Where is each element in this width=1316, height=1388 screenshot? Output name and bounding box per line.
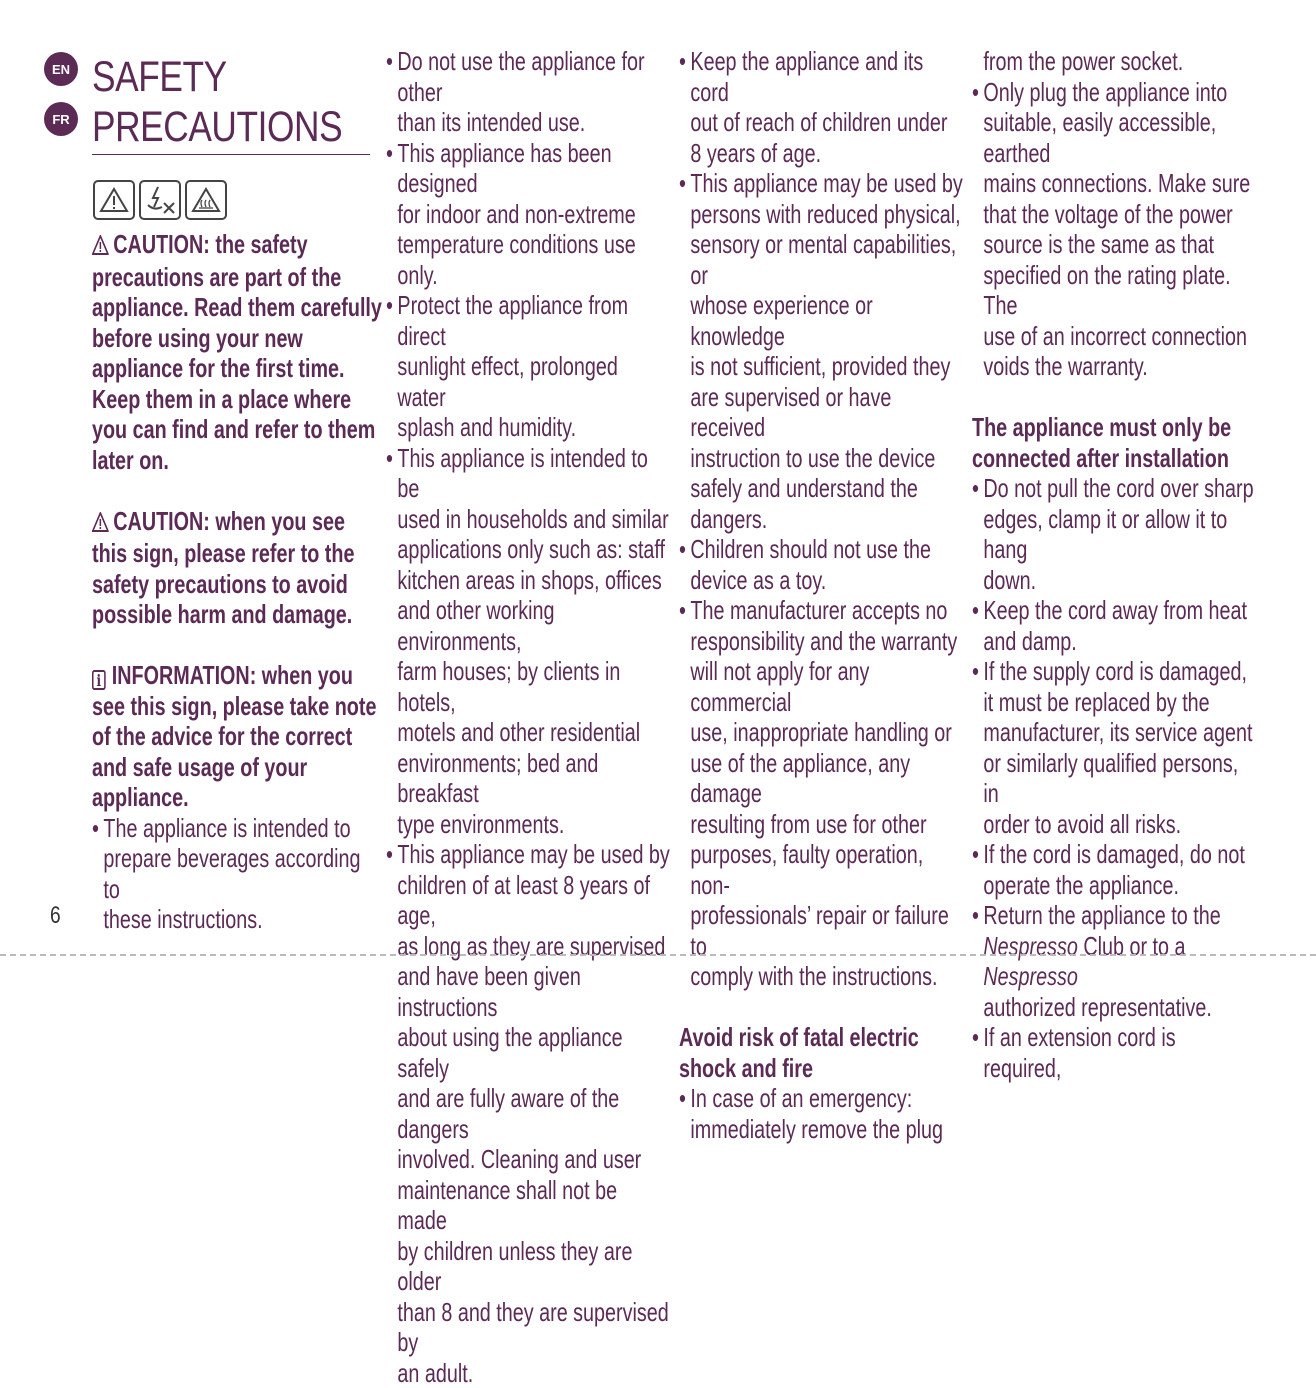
bullet-continuation: than 8 and they are supervised by xyxy=(386,1297,671,1358)
bullet-item: • Children should not use the xyxy=(679,534,964,565)
page-bottom-border xyxy=(0,954,1316,956)
heading-line: connected after installation xyxy=(972,443,1257,474)
bullet-continuation: out of reach of children under xyxy=(679,107,964,138)
bullet-item: • Keep the cord away from heat xyxy=(972,595,1257,626)
bullet-item: • This appliance is intended to be xyxy=(386,443,671,504)
warning-icon xyxy=(92,508,109,539)
language-badge-en[interactable]: EN xyxy=(44,52,78,86)
warning-icon xyxy=(92,231,109,262)
bullet-continuation: is not sufficient, provided they xyxy=(679,351,964,382)
bullet-item: • Do not use the appliance for other xyxy=(386,46,671,107)
information-icon: i xyxy=(92,670,106,690)
bullet-item: • Protect the appliance from direct xyxy=(386,290,671,351)
bullet-continuation: kitchen areas in shops, offices xyxy=(386,565,671,596)
bullet-continuation: responsibility and the warranty xyxy=(679,626,964,657)
column-3 xyxy=(679,46,964,1144)
bullet-continuation: resulting from use for other xyxy=(679,809,964,840)
bullet-continuation: by children unless they are older xyxy=(386,1236,671,1297)
bullet-continuation: and are fully aware of the dangers xyxy=(386,1083,671,1144)
caution-label: CAUTION: xyxy=(113,229,210,259)
column-3-lines-2 xyxy=(679,1083,964,1144)
bullet-item: • If the supply cord is damaged, xyxy=(972,656,1257,687)
bullet-item: • This appliance has been designed xyxy=(386,138,671,199)
bullet-continuation: source is the same as that xyxy=(972,229,1257,260)
bullet-continuation: environments; bed and breakfast xyxy=(386,748,671,809)
bullet-continuation: device as a toy. xyxy=(679,565,964,596)
bullet-continuation: persons with reduced physical, xyxy=(679,199,964,230)
bullet-continuation: 8 years of age. xyxy=(679,138,964,169)
bullet-continuation: as long as they are supervised xyxy=(386,931,671,962)
bullet-continuation: it must be replaced by the xyxy=(972,687,1257,718)
bullet-item: • If an extension cord is required, xyxy=(972,1022,1257,1083)
bullet-item: • This appliance may be used by xyxy=(679,168,964,199)
bullet-item: • This appliance may be used by xyxy=(386,839,671,870)
bullet-continuation: farm houses; by clients in hotels, xyxy=(386,656,671,717)
bullet-continuation: specified on the rating plate. The xyxy=(972,260,1257,321)
bullet-item: • Keep the appliance and its cord xyxy=(679,46,964,107)
bullet-item: • The manufacturer accepts no xyxy=(679,595,964,626)
bullet-continuation: sensory or mental capabilities, or xyxy=(679,229,964,290)
title-line-2: PRECAUTIONS xyxy=(92,102,342,152)
bullet-item: • Do not pull the cord over sharp xyxy=(972,473,1257,504)
bullet-continuation: that the voltage of the power xyxy=(972,199,1257,230)
bullet-continuation: whose experience or knowledge xyxy=(679,290,964,351)
column-4-lines-3 xyxy=(972,992,1257,1084)
column-4 xyxy=(972,46,1257,1083)
bullet-continuation: will not apply for any commercial xyxy=(679,656,964,717)
bullet-continuation: manufacturer, its service agent xyxy=(972,717,1257,748)
bullet-continuation: order to avoid all risks. xyxy=(972,809,1257,840)
caution-paragraph-2 xyxy=(92,506,382,630)
bullet-continuation: professionals’ repair or failure to xyxy=(679,900,964,961)
bullet-continuation: and damp. xyxy=(972,626,1257,657)
bullet-continuation: involved. Cleaning and user xyxy=(386,1144,671,1175)
bullet-continuation: use of the appliance, any damage xyxy=(679,748,964,809)
column-1 xyxy=(92,46,382,935)
page-number: 6 xyxy=(50,902,61,930)
bullet-continuation: sunlight effect, prolonged water xyxy=(386,351,671,412)
column-2 xyxy=(386,46,671,1388)
bullet-continuation: type environments. xyxy=(386,809,671,840)
bullet-continuation: an adult. xyxy=(386,1358,671,1388)
brand-name: Nespresso xyxy=(983,931,1077,961)
column-4-lines-2 xyxy=(972,473,1257,931)
bullet-continuation: prepare beverages according to xyxy=(92,843,382,904)
nespresso-mid-text: Club or to a xyxy=(1078,931,1186,961)
section-heading-installation xyxy=(972,412,1257,473)
caution-paragraph-1 xyxy=(92,229,382,475)
bullet-continuation: edges, clamp it or allow it to hang xyxy=(972,504,1257,565)
information-paragraph xyxy=(92,660,382,813)
column-3-lines xyxy=(679,46,964,992)
bullet-continuation: purposes, faulty operation, non- xyxy=(679,839,964,900)
bullet-continuation: safely and understand the xyxy=(679,473,964,504)
bullet-continuation: dangers. xyxy=(679,504,964,535)
column-2-lines xyxy=(386,46,671,1388)
bullet-continuation: motels and other residential xyxy=(386,717,671,748)
bullet-continuation: for indoor and non-extreme xyxy=(386,199,671,230)
bullet-continuation: are supervised or have received xyxy=(679,382,964,443)
bullet-item: • The appliance is intended to xyxy=(92,813,382,844)
information-label: INFORMATION: xyxy=(112,660,257,690)
bullet-continuation: and have been given instructions xyxy=(386,961,671,1022)
heading-line: Avoid risk of fatal electric xyxy=(679,1022,964,1053)
bullet-continuation: from the power socket. xyxy=(972,46,1257,77)
bullet-continuation: comply with the instructions. xyxy=(679,961,964,992)
bullet-continuation: authorized representative. xyxy=(972,992,1257,1023)
title-line-1: SAFETY xyxy=(92,52,342,102)
bullet-continuation: suitable, easily accessible, earthed xyxy=(972,107,1257,168)
bullet-continuation: operate the appliance. xyxy=(972,870,1257,901)
bullet-continuation: these instructions. xyxy=(92,904,382,935)
bullet-continuation: mains connections. Make sure xyxy=(972,168,1257,199)
bullet-item: • Return the appliance to the xyxy=(972,900,1257,931)
bullet-item: • Only plug the appliance into xyxy=(972,77,1257,108)
bullet-item: • If the cord is damaged, do not xyxy=(972,839,1257,870)
bullet-continuation: temperature conditions use only. xyxy=(386,229,671,290)
column-4-lines xyxy=(972,46,1257,382)
caution-text: the safety precautions are part of the appliance. Read them carefully before using your new appliance for the first time. Keep them in a place where you can find and refer to them later on. xyxy=(92,229,382,475)
caution-label: CAUTION: xyxy=(113,506,210,536)
bullet-continuation: children of at least 8 years of age, xyxy=(386,870,671,931)
information-text: when you see this sign, please take note of the advice for the correct and safe usage of your appliance. xyxy=(92,660,376,812)
bullet-continuation: used in households and similar xyxy=(386,504,671,535)
bullet-item: • In case of an emergency: xyxy=(679,1083,964,1114)
bullet-continuation: immediately remove the plug xyxy=(679,1114,964,1145)
language-badge-fr[interactable]: FR xyxy=(44,102,78,136)
bullet-continuation: applications only such as: staff xyxy=(386,534,671,565)
heading-line: The appliance must only be xyxy=(972,412,1257,443)
heading-line: shock and fire xyxy=(679,1053,964,1084)
bullet-continuation: splash and humidity. xyxy=(386,412,671,443)
bullet-continuation: about using the appliance safely xyxy=(386,1022,671,1083)
bullet-continuation: use, inappropriate handling or xyxy=(679,717,964,748)
nespresso-line xyxy=(972,931,1257,992)
bullet-continuation: use of an incorrect connection xyxy=(972,321,1257,352)
bullet-continuation: instruction to use the device xyxy=(679,443,964,474)
brand-name: Nespresso xyxy=(983,961,1077,991)
bullet-continuation: than its intended use. xyxy=(386,107,671,138)
bullet-continuation: and other working environments, xyxy=(386,595,671,656)
bullet-continuation: down. xyxy=(972,565,1257,596)
caution-text: when you see this sign, please refer to the safety precautions to avoid possible harm and damage. xyxy=(92,506,354,630)
bullet-continuation: maintenance shall not be made xyxy=(386,1175,671,1236)
bullet-continuation: or similarly qualified persons, in xyxy=(972,748,1257,809)
section-heading-electric-shock xyxy=(679,1022,964,1083)
bullet-continuation: voids the warranty. xyxy=(972,351,1257,382)
